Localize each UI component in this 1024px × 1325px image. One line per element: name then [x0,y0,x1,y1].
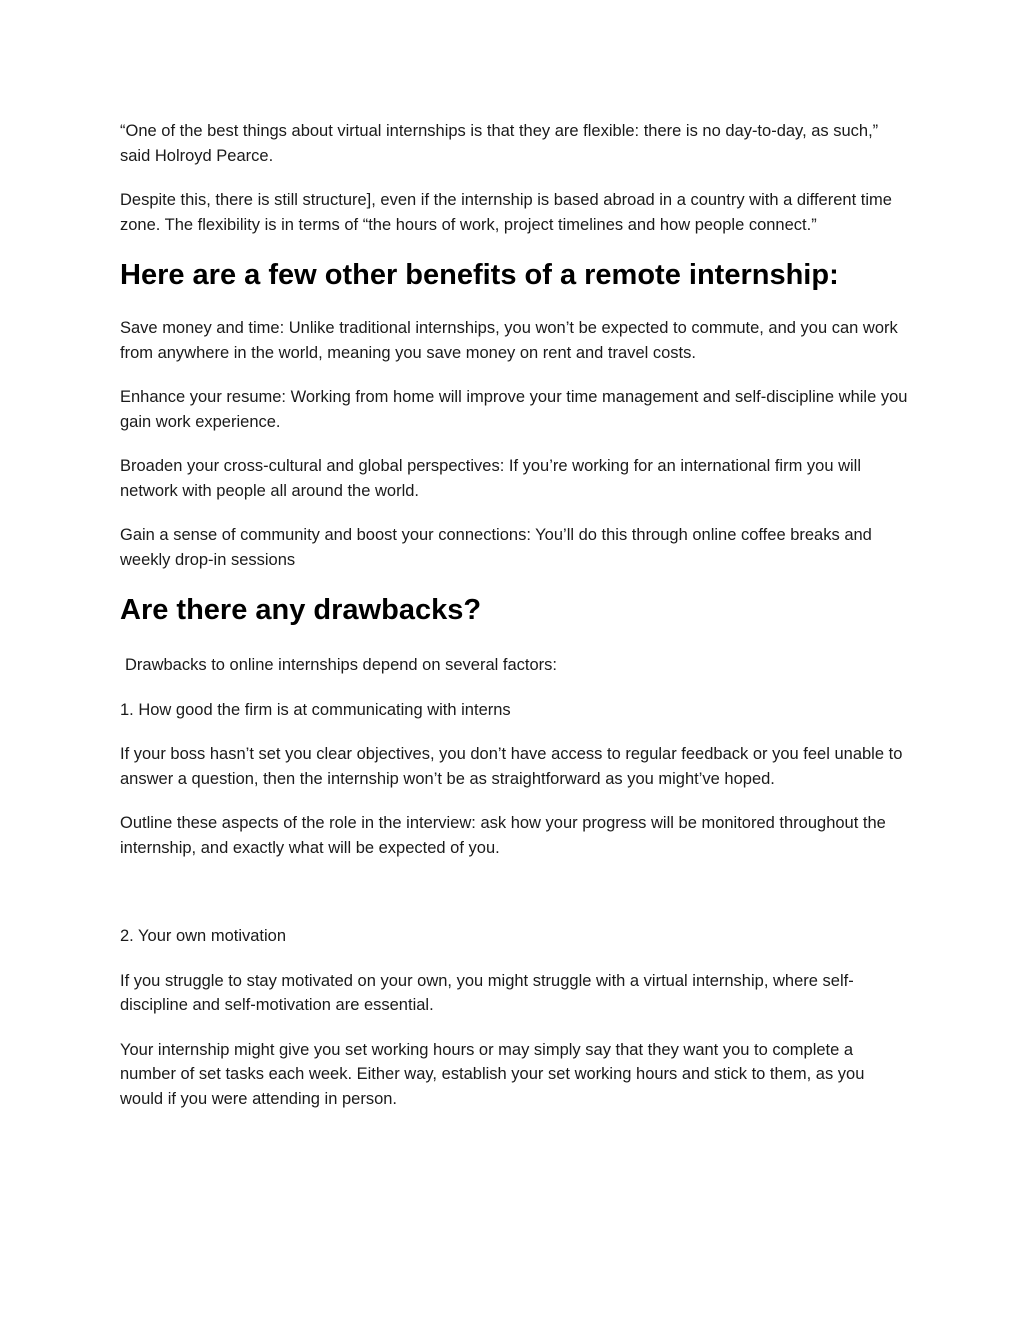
benefit-item: Enhance your resume: Working from home will improve your time management and self-discipline while you gain work experience. [120,388,908,431]
benefit-item: Gain a sense of community and boost your connections: You’ll do this through online coffee breaks and weekly drop-in sessions [120,526,872,569]
blank-line [120,880,910,924]
intro-structure-paragraph: Despite this, there is still structure], even if the internship is based abroad in a country with a different time zone. The flexibility is in terms of “the hours of work, project timelines and how people connect.” [120,191,892,234]
factor-1-paragraph: Outline these aspects of the role in the interview: ask how your progress will be monitored throughout the internship, and exactly what will be expected of you. [120,814,886,857]
drawbacks-intro: Drawbacks to online internships depend on several factors: [125,656,557,674]
factor-2-paragraph: If you struggle to stay motivated on your own, you might struggle with a virtual internship, where self-discipline and self-motivation are essential. [120,971,854,1014]
factor-2-paragraph: Your internship might give you set working hours or may simply say that they want you to complete a number of set tasks each week. Either way, establish your set working hours and stick to them, as you would if you were attending in person. [120,1040,865,1108]
factor-1-paragraph: If your boss hasn’t set you clear objectives, you don’t have access to regular feedback or you feel unable to answer a question, then the internship won’t be as straightforward as you might’ve hoped. [120,745,903,788]
benefit-item: Save money and time: Unlike traditional internships, you won’t be expected to commute, and you can work from anywhere in the world, meaning you save money on rent and travel costs. [120,319,898,362]
factor-2-title: 2. Your own motivation [120,927,287,945]
intro-quote-paragraph: “One of the best things about virtual internships is that they are flexible: there is no day-to-day, as such,” said Holroyd Pearce. [120,122,879,165]
benefits-heading: Here are a few other benefits of a remote internship: [120,259,839,291]
benefit-item: Broaden your cross-cultural and global perspectives: If you’re working for an international firm you will network with people all around the world. [120,457,862,500]
document-page [120,119,910,1131]
factor-1-title: 1. How good the firm is at communicating with interns [120,700,511,719]
drawbacks-heading: Are there any drawbacks? [120,594,482,626]
